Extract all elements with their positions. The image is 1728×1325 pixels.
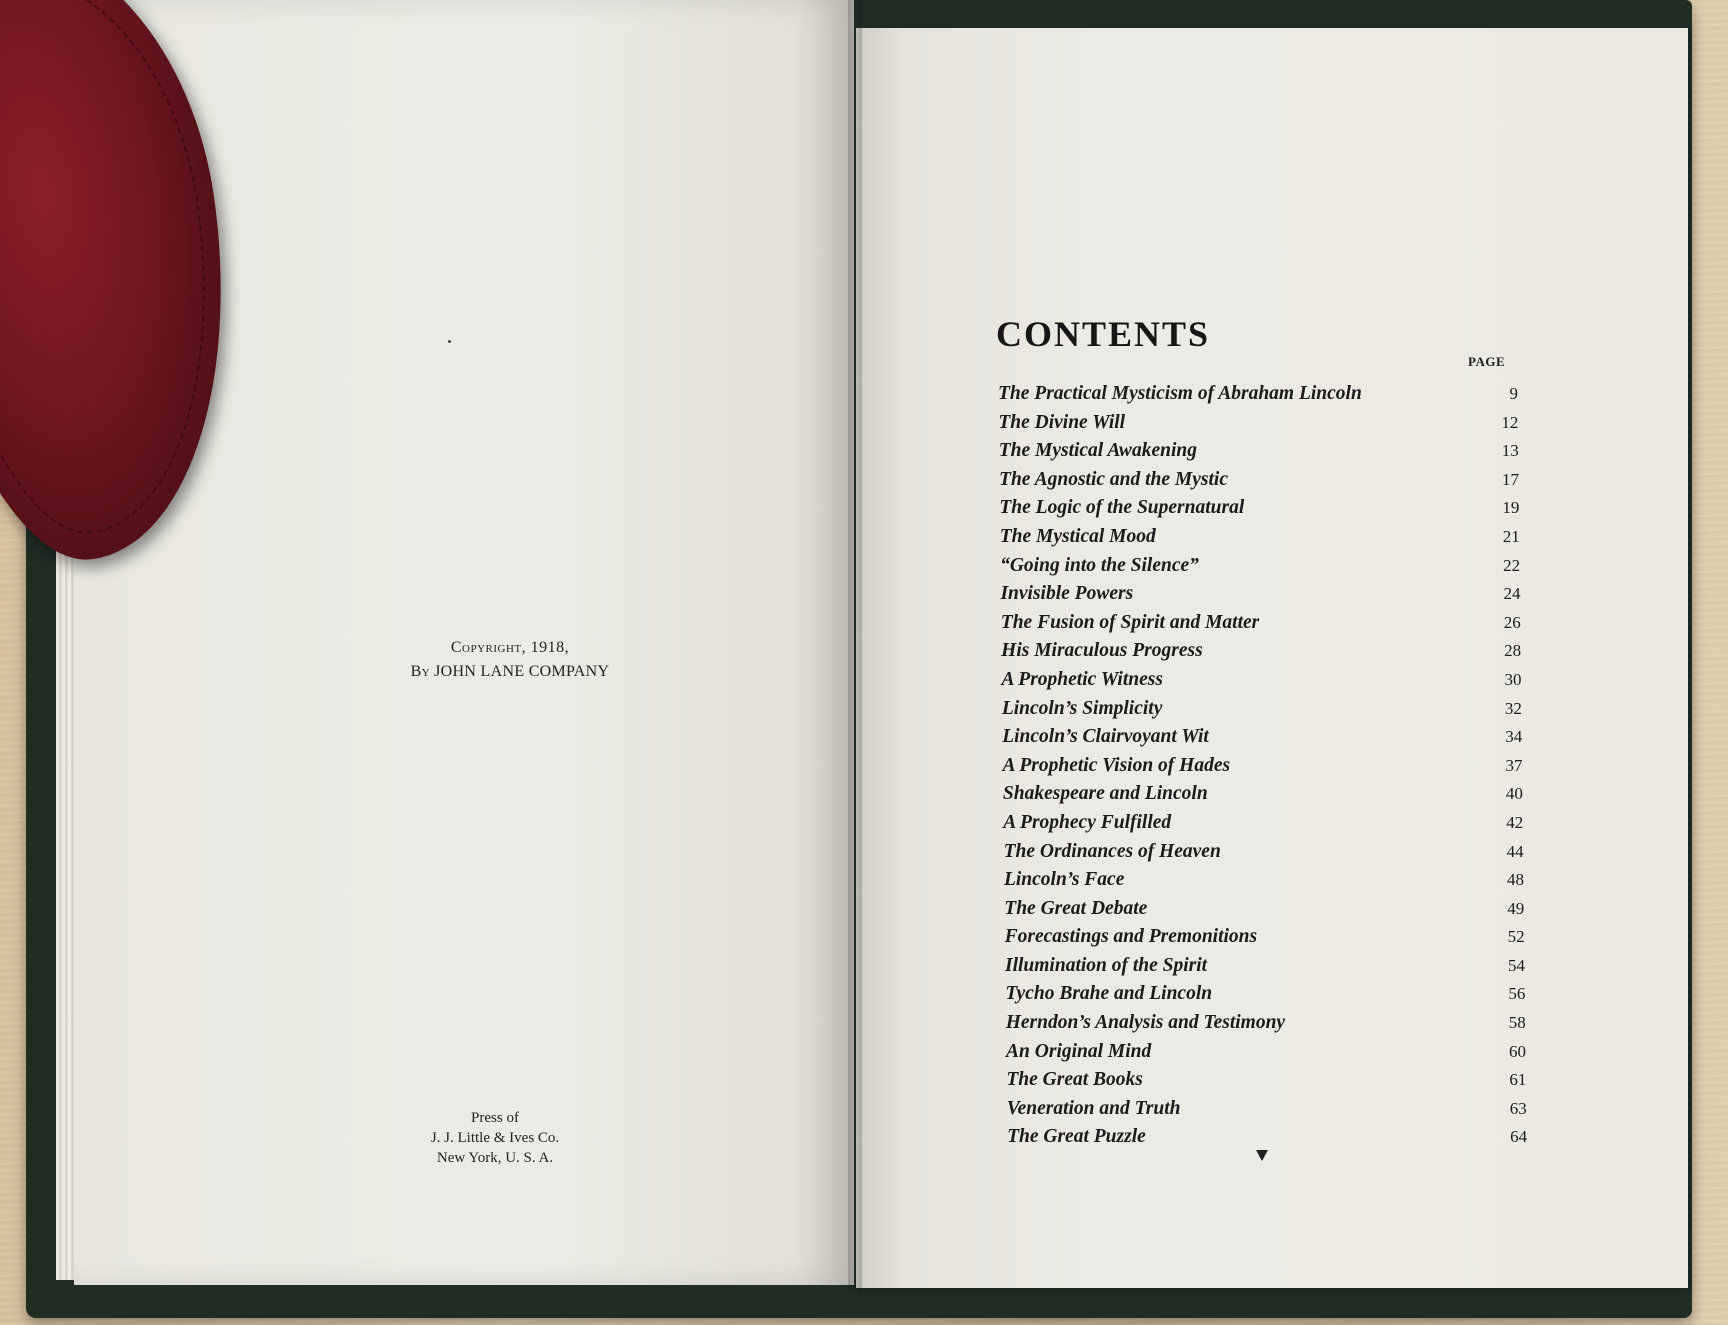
- toc-entry: [1004, 895, 1524, 924]
- toc-entry-title: Herndon’s Analysis and Testimony: [1005, 1012, 1286, 1034]
- toc-entry-title: The Mystical Mood: [999, 525, 1156, 547]
- toc-entry: [1003, 809, 1523, 838]
- toc-entry-title: The Great Debate: [1004, 897, 1148, 919]
- toc-entry: [1003, 752, 1523, 781]
- toc-entry-title: The Agnostic and the Mystic: [999, 468, 1229, 490]
- toc-entry-page-number: 56: [1508, 984, 1526, 1004]
- toc-entry-page-number: 28: [1504, 641, 1522, 661]
- toc-entry: [999, 437, 1519, 466]
- toc-entry-title: A Prophetic Witness: [1001, 668, 1163, 690]
- toc-entry-page-number: 30: [1504, 669, 1522, 689]
- toc-entry-title: The Logic of the Supernatural: [999, 497, 1245, 519]
- toc-entry: [1001, 637, 1521, 666]
- toc-entry: [1000, 552, 1520, 581]
- toc-entry: [1001, 609, 1521, 638]
- press-line-1: Press of: [471, 1110, 519, 1126]
- toc-entry: [999, 466, 1519, 495]
- toc-entry-title: Veneration and Truth: [1006, 1097, 1181, 1119]
- toc-entry-title: The Great Books: [1006, 1069, 1143, 1091]
- copyright-publisher-line: By JOHN LANE COMPANY: [410, 663, 610, 680]
- contents-title: CONTENTS: [996, 314, 1211, 354]
- toc-entry-page-number: 37: [1505, 755, 1523, 775]
- toc-entry-page-number: 49: [1507, 898, 1525, 918]
- toc-entry-page-number: 12: [1501, 412, 1519, 432]
- toc-entry-title: “Going into the Silence”: [1000, 554, 1199, 576]
- toc-entry-title: A Prophecy Fulfilled: [1003, 811, 1172, 833]
- toc-entry-title: Invisible Powers: [1000, 583, 1134, 605]
- toc-entry-title: A Prophetic Vision of Hades: [1002, 754, 1231, 776]
- toc-entry-title: The Great Puzzle: [1007, 1126, 1146, 1148]
- toc-entry: [998, 409, 1518, 438]
- toc-entry-page-number: 48: [1506, 870, 1524, 890]
- toc-entry-title: The Ordinances of Heaven: [1003, 840, 1221, 862]
- toc-entry-title: An Original Mind: [1006, 1040, 1152, 1062]
- toc-entry: [1002, 723, 1522, 752]
- toc-entry-title: Shakespeare and Lincoln: [1002, 783, 1208, 805]
- toc-entry-page-number: 26: [1503, 612, 1521, 632]
- toc-entry-title: Tycho Brahe and Lincoln: [1005, 983, 1213, 1005]
- toc-entry-title: Lincoln’s Simplicity: [1001, 697, 1163, 719]
- toc-entry: [1007, 1095, 1527, 1124]
- toc-entry-page-number: 42: [1506, 812, 1524, 832]
- toc-entry-title: Illumination of the Spirit: [1005, 954, 1208, 976]
- toc-entry: [999, 494, 1519, 523]
- toc-entry-page-number: 17: [1502, 469, 1520, 489]
- toc-entry-page-number: 32: [1504, 698, 1522, 718]
- toc-entry: [1005, 980, 1525, 1009]
- toc-entry-title: The Practical Mysticism of Abraham Lincoln: [998, 383, 1362, 404]
- ink-speck: [448, 340, 451, 343]
- toc-entry-page-number: 34: [1505, 727, 1523, 747]
- toc-entry: [1006, 1038, 1526, 1067]
- copyright-notice: [380, 636, 640, 684]
- toc-entry: [1003, 780, 1523, 809]
- toc-entry-page-number: 22: [1503, 555, 1521, 575]
- end-triangle-mark: [1256, 1150, 1268, 1161]
- toc-entry-page-number: 19: [1502, 498, 1520, 518]
- toc-entry-title: The Divine Will: [998, 411, 1126, 433]
- toc-entry-page-number: 60: [1509, 1041, 1527, 1061]
- book-gutter: [848, 0, 862, 1290]
- table-of-contents: [998, 380, 1528, 1152]
- copyright-year-line: Copyright, 1918,: [450, 639, 570, 656]
- toc-entry-page-number: 9: [1509, 384, 1518, 403]
- toc-entry-title: His Miraculous Progress: [1001, 640, 1203, 662]
- toc-entry-page-number: 63: [1509, 1098, 1527, 1118]
- toc-entry: [1006, 1009, 1526, 1038]
- toc-entry: [1007, 1123, 1527, 1152]
- toc-entry: [1005, 923, 1525, 952]
- toc-entry-page-number: 44: [1506, 841, 1524, 861]
- toc-entry-page-number: 52: [1507, 927, 1525, 947]
- toc-entry-title: Lincoln’s Face: [1003, 869, 1125, 891]
- toc-entry: [1006, 1066, 1526, 1095]
- toc-entry-title: The Fusion of Spirit and Matter: [1000, 611, 1260, 633]
- toc-entry: [1000, 580, 1520, 609]
- toc-entry: [1002, 666, 1522, 695]
- toc-entry-title: Lincoln’s Clairvoyant Wit: [1002, 726, 1209, 748]
- toc-entry: [998, 380, 1518, 409]
- toc-entry-page-number: 54: [1508, 955, 1525, 975]
- toc-entry-page-number: 61: [1509, 1070, 1527, 1090]
- toc-entry-title: The Mystical Awakening: [998, 440, 1197, 462]
- toc-entry: [1004, 838, 1524, 867]
- toc-entry-title: Forecastings and Premonitions: [1004, 926, 1258, 948]
- press-line-2: J. J. Little & Ives Co.: [430, 1130, 560, 1146]
- toc-entry-page-number: 24: [1503, 584, 1521, 604]
- toc-entry-page-number: 64: [1510, 1127, 1528, 1147]
- toc-entry: [1004, 866, 1524, 895]
- press-line-3: New York, U. S. A.: [436, 1150, 554, 1166]
- toc-entry-page-number: 21: [1502, 526, 1520, 546]
- toc-entry: [1000, 523, 1520, 552]
- toc-entry-page-number: 40: [1505, 784, 1523, 804]
- toc-entry-page-number: 58: [1508, 1013, 1526, 1033]
- toc-entry-page-number: 13: [1501, 441, 1519, 461]
- page-column-heading: PAGE: [1468, 354, 1506, 369]
- toc-entry: [1002, 695, 1522, 724]
- printer-imprint: [400, 1108, 590, 1168]
- toc-entry: [1005, 952, 1525, 981]
